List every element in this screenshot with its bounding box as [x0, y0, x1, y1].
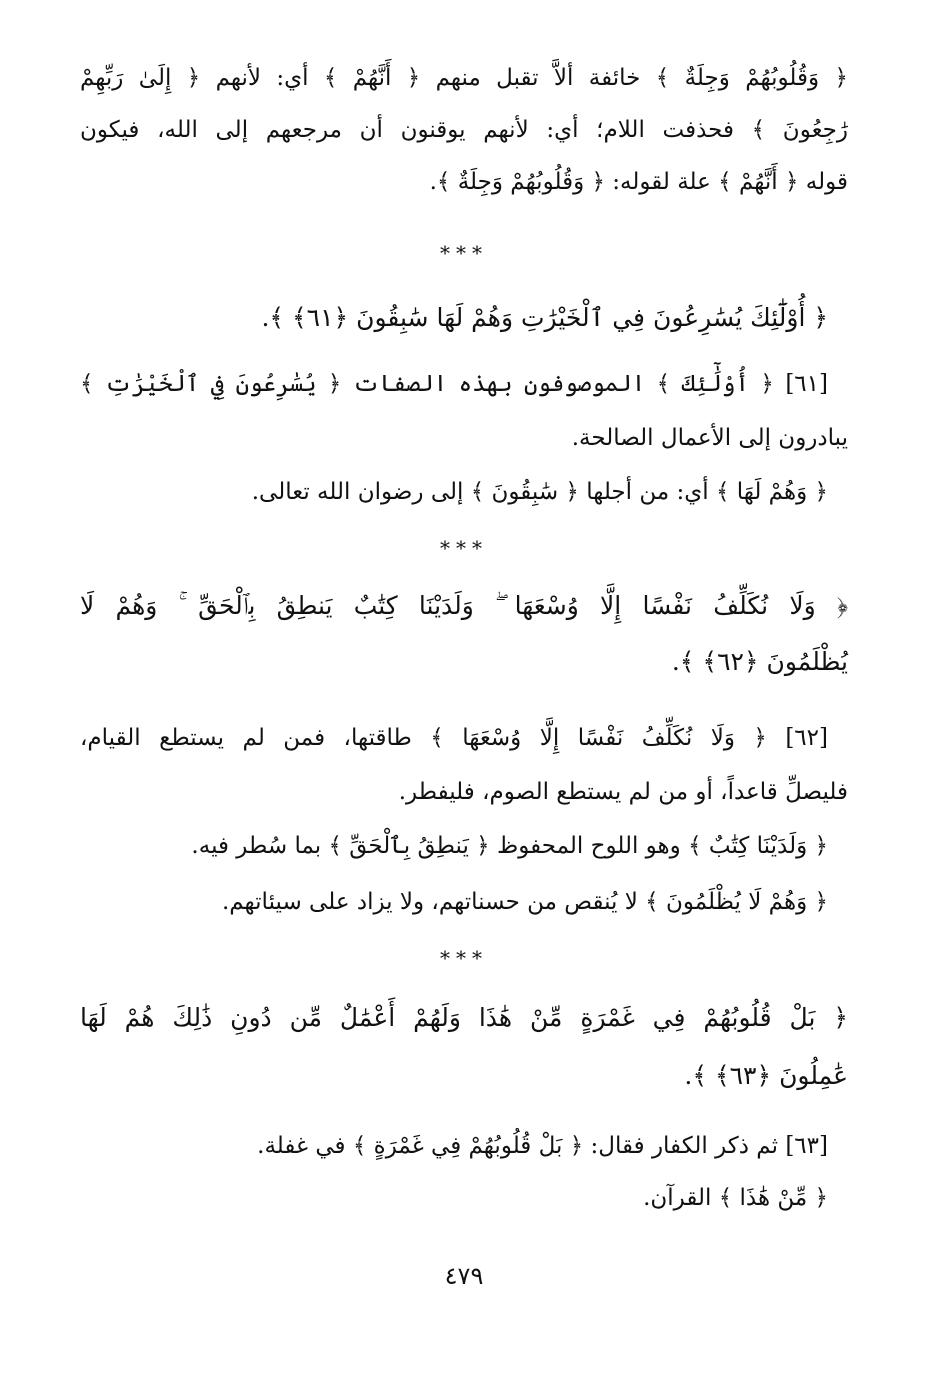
text-line: [٦٣] ثم ذكر الكفار فقال: ﴿ بَلْ قُلُوبُهُمْ فِي غَمْرَةٍ ﴾ في غفلة. — [257, 1133, 828, 1159]
text-line: [٦١] ﴿ أُوْلَٰٓئِكَ ﴾ الموصوفون بهذه الصفات ﴿ يُسَٰرِعُونَ فِي ٱلْخَيْرَٰتِ ﴾ — [80, 371, 828, 397]
text-line: ﴿ وَقُلُوبُهُمْ وَجِلَةٌ ﴾ خائفة ألاَّ تقبل منهم ﴿ أَنَّهُمْ ﴾ أي: لأنهم ﴿ إِلَىٰ رَبِّهِمْ — [80, 65, 848, 91]
text-line: ﴿ وَهُمْ لَهَا ﴾ أي: من أجلها ﴿ سَٰبِقُونَ ﴾ إلى رضوان الله تعالى. — [251, 479, 828, 505]
text-line: ﴿ وَهُمْ لَا يُظْلَمُونَ ﴾ لا يُنقص من حسناتهم، ولا يزاد على سيئاتهم. — [221, 889, 828, 915]
section-separator: *** — [440, 946, 488, 970]
quran-verse: ﴿ وَلَا نُكَلِّفُ نَفْسًا إِلَّا وُسْعَهَا ۖ وَلَدَيْنَا كِتَٰبٌ يَنطِقُ بِٱلْحَقِّ ۚ وَهُمْ لَا — [80, 591, 848, 620]
quran-verse: ﴿ أُوْلَٰٓئِكَ يُسَٰرِعُونَ فِي ٱلْخَيْرَٰتِ وَهُمْ لَهَا سَٰبِقُونَ ﴿٦١﴾ ﴾. — [261, 303, 828, 332]
text-line: ﴿ مِّنْ هَٰذَا ﴾ القرآن. — [643, 1185, 828, 1211]
section-separator: *** — [440, 241, 488, 265]
section-separator: *** — [440, 536, 488, 560]
page-number: ٤٧٩ — [444, 1262, 484, 1290]
text-line: رَٰجِعُونَ ﴾ فحذفت اللام؛ أي: لأنهم يوقنون أن مرجعهم إلى الله، فيكون — [80, 117, 848, 143]
text-line: [٦٢] ﴿ وَلَا نُكَلِّفُ نَفْسًا إِلَّا وُسْعَهَا ﴾ طاقتها، فمن لم يستطع القيام، — [80, 725, 828, 751]
text-line: يبادرون إلى الأعمال الصالحة. — [571, 425, 848, 451]
quran-verse: ﴿ بَلْ قُلُوبُهُمْ فِي غَمْرَةٍ مِّنْ هَٰذَا وَلَهُمْ أَعْمَٰلٌ مِّن دُونِ ذَٰلِكَ هُمْ لَهَا — [80, 1003, 848, 1032]
text-line: فليصلِّ قاعداً، أو من لم يستطع الصوم، فليفطر. — [398, 779, 848, 805]
quran-verse: يُظْلَمُونَ ﴿٦٢﴾ ﴾. — [671, 647, 848, 676]
quran-verse: عَٰمِلُونَ ﴿٦٣﴾ ﴾. — [684, 1061, 848, 1090]
text-line: قوله ﴿ أَنَّهُمْ ﴾ علة لقوله: ﴿ وَقُلُوبُهُمْ وَجِلَةٌ ﴾. — [429, 169, 848, 195]
text-line: ﴿ وَلَدَيْنَا كِتَٰبٌ ﴾ وهو اللوح المحفوظ ﴿ يَنطِقُ بِٱلْحَقِّ ﴾ بما سُطر فيه. — [191, 833, 828, 859]
